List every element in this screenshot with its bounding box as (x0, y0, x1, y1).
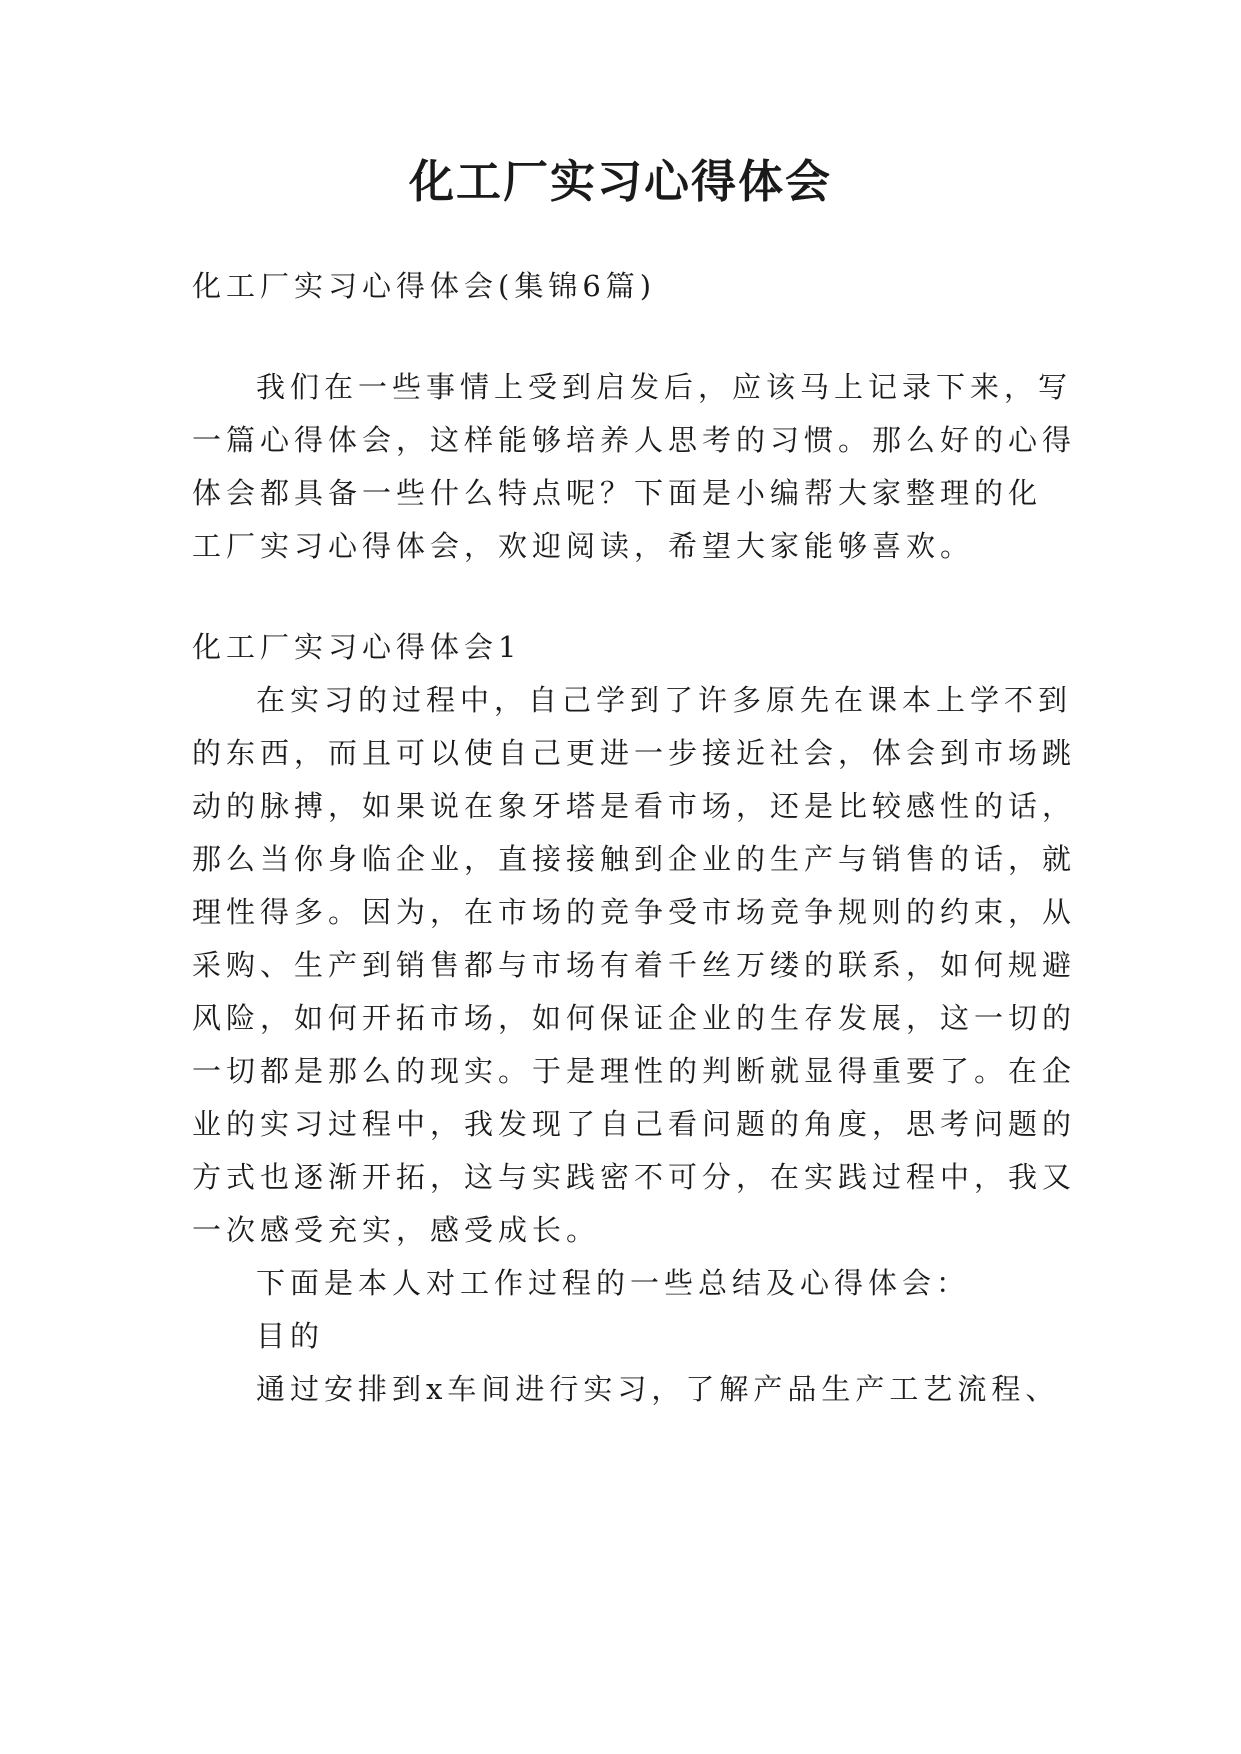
body-line: 一次感受充实，感受成长。 (192, 1213, 601, 1247)
body-line: 风险，如何开拓市场，如何保证企业的生存发展，这一切的 (192, 1001, 1077, 1035)
body-line: 方式也逐渐开拓，这与实践密不可分，在实践过程中，我又 (192, 1160, 1077, 1194)
purpose-heading: 目的 (256, 1319, 325, 1353)
body-line: 采购、生产到销售都与市场有着千丝万缕的联系，如何规避 (192, 948, 1077, 982)
body-line: 那么当你身临企业，直接接触到企业的生产与销售的话，就 (192, 842, 1077, 876)
document-title: 化工厂实习心得体会 (408, 155, 832, 208)
body-line: 业的实习过程中，我发现了自己看问题的角度，思考问题的 (192, 1107, 1077, 1141)
body-line: 理性得多。因为，在市场的竞争受市场竞争规则的约束，从 (192, 895, 1077, 929)
purpose-line: 通过安排到x车间进行实习，了解产品生产工艺流程、 (256, 1372, 1060, 1406)
body-line: 一切都是那么的现实。于是理性的判断就显得重要了。在企 (192, 1054, 1077, 1088)
body-line: 的东西，而且可以使自己更进一步接近社会，体会到市场跳 (192, 736, 1077, 770)
intro-line: 工厂实习心得体会，欢迎阅读，希望大家能够喜欢。 (192, 529, 975, 563)
body-line: 动的脉搏，如果说在象牙塔是看市场，还是比较感性的话， (192, 789, 1077, 823)
intro-line: 我们在一些事情上受到启发后，应该马上记录下来，写 (256, 370, 1073, 404)
body-line: 在实习的过程中，自己学到了许多原先在课本上学不到 (256, 683, 1073, 717)
section-heading: 化工厂实习心得体会1 (192, 630, 522, 664)
summary-intro: 下面是本人对工作过程的一些总结及心得体会： (256, 1266, 971, 1300)
intro-line: 一篇心得体会，这样能够培养人思考的习惯。那么好的心得 (192, 423, 1077, 457)
document-subtitle: 化工厂实习心得体会(集锦6篇) (192, 269, 657, 303)
intro-line: 体会都具备一些什么特点呢？下面是小编帮大家整理的化 (192, 476, 1043, 510)
